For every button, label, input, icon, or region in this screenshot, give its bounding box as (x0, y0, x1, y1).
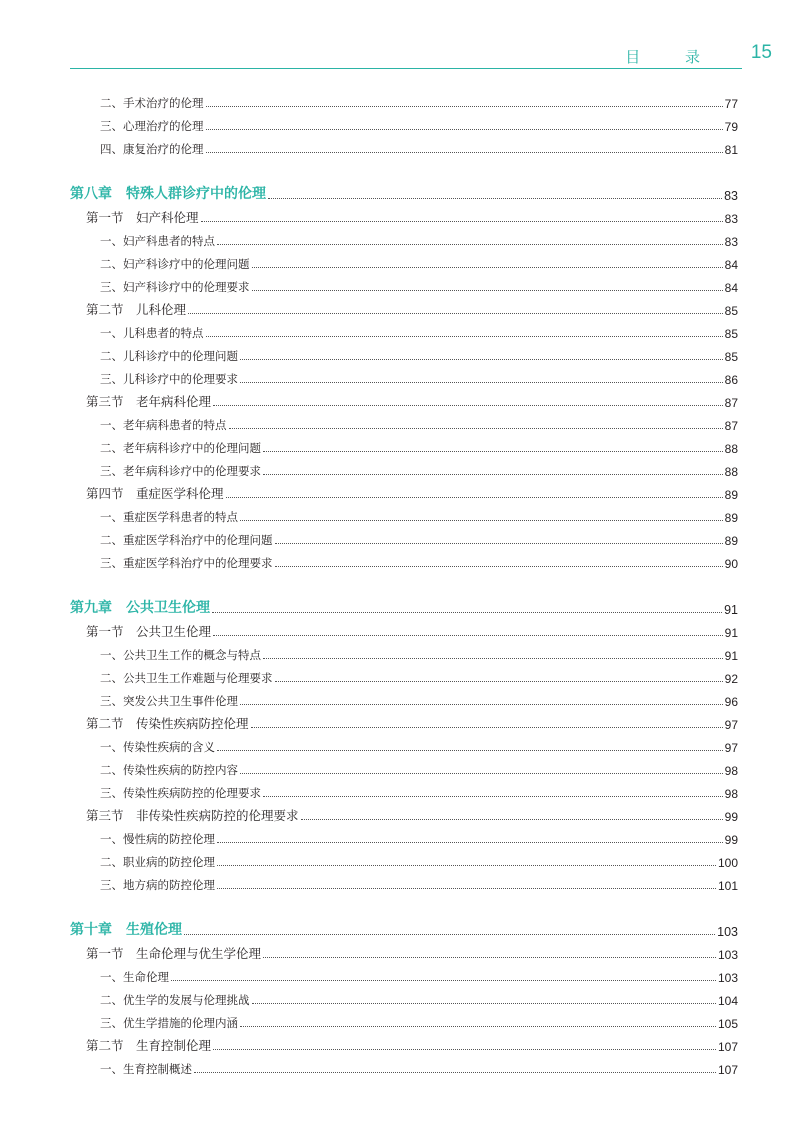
dot-leader (188, 312, 723, 314)
toc-item-title: 一、老年病科患者的特点 (100, 418, 227, 432)
toc-section-row[interactable] (70, 295, 738, 318)
toc-section-title: 第三节 非传染性疾病防控的伦理要求 (86, 808, 299, 823)
toc-item-row[interactable] (70, 1054, 738, 1077)
toc-item-title: 三、优生学措施的伦理内涵 (100, 1016, 238, 1030)
dot-leader (252, 266, 723, 268)
toc-page-number: 86 (724, 373, 738, 387)
toc-page-number: 89 (724, 511, 738, 525)
toc-item-title: 三、老年病科诊疗中的伦理要求 (100, 464, 261, 478)
toc-item-title: 三、传染性疾病防控的伦理要求 (100, 786, 261, 800)
toc-section-row[interactable] (70, 801, 738, 824)
toc-chapter-row[interactable] (70, 589, 738, 617)
toc-item-row[interactable] (70, 962, 738, 985)
toc-item-row[interactable] (70, 732, 738, 755)
toc-item-title: 一、传染性疾病的含义 (100, 740, 215, 754)
toc-item-row[interactable] (70, 410, 738, 433)
toc-section-row[interactable] (70, 939, 738, 962)
toc-page-number: 84 (724, 281, 738, 295)
toc-item-title: 二、儿科诊疗中的伦理问题 (100, 349, 238, 363)
toc-page-number: 84 (724, 258, 738, 272)
toc-page-number: 98 (724, 787, 738, 801)
toc-item-row[interactable] (70, 1008, 738, 1031)
toc-page-number: 79 (724, 120, 738, 134)
toc-item-row[interactable] (70, 341, 738, 364)
toc-page-number: 92 (724, 672, 738, 686)
dot-leader (184, 933, 715, 935)
dot-leader (217, 841, 723, 843)
toc-page-number: 100 (717, 856, 738, 870)
toc-page-number: 89 (724, 534, 738, 548)
toc-section-row[interactable] (70, 387, 738, 410)
toc-page-number: 87 (724, 419, 738, 433)
toc-item-title: 三、重症医学科治疗中的伦理要求 (100, 556, 273, 570)
toc-page-number: 81 (724, 143, 738, 157)
dot-leader (213, 1048, 716, 1050)
dot-leader (263, 450, 723, 452)
toc-item-title: 四、康复治疗的伦理 (100, 142, 204, 156)
toc-section-title: 第一节 公共卫生伦理 (86, 624, 212, 639)
toc-page-number: 91 (724, 626, 738, 640)
dot-leader (217, 864, 716, 866)
toc-page-number: 87 (724, 396, 738, 410)
dot-leader (275, 565, 723, 567)
toc-item-row[interactable] (70, 249, 738, 272)
toc-item-title: 二、优生学的发展与伦理挑战 (100, 993, 250, 1007)
toc-page-number: 89 (724, 488, 738, 502)
toc-page-number: 99 (724, 833, 738, 847)
dot-leader (240, 703, 723, 705)
dot-leader (263, 473, 723, 475)
dot-leader (206, 105, 723, 107)
toc-section-row[interactable] (70, 617, 738, 640)
toc-page-number: 90 (724, 557, 738, 571)
toc-section-title: 第四节 重症医学科伦理 (86, 486, 224, 501)
toc-page-number: 97 (724, 741, 738, 755)
toc-chapter-title: 第八章 特殊人群诊疗中的伦理 (70, 186, 266, 202)
header-title: 目 录 (625, 48, 720, 66)
dot-leader (301, 818, 723, 820)
dot-leader (263, 956, 716, 958)
dot-leader (226, 496, 723, 498)
toc-item-title: 二、妇产科诊疗中的伦理问题 (100, 257, 250, 271)
toc-chapter-title: 第十章 生殖伦理 (70, 922, 182, 938)
page-header (70, 44, 772, 70)
toc-item-title: 三、心理治疗的伦理 (100, 119, 204, 133)
toc-page-number: 101 (717, 879, 738, 893)
toc-section-row[interactable] (70, 1031, 738, 1054)
dot-leader (252, 1002, 716, 1004)
toc-page-number: 103 (717, 948, 738, 962)
toc-page-number: 88 (724, 442, 738, 456)
toc-page-number: 97 (724, 718, 738, 732)
toc-section-title: 第一节 妇产科伦理 (86, 210, 199, 225)
toc-chapter-title: 第九章 公共卫生伦理 (70, 600, 210, 616)
dot-leader (263, 795, 723, 797)
toc-item-row[interactable] (70, 134, 738, 157)
toc-page-number: 103 (717, 925, 738, 939)
toc-item-title: 二、职业病的防控伦理 (100, 855, 215, 869)
toc-section-title: 第二节 传染性疾病防控伦理 (86, 716, 249, 731)
toc-item-row[interactable] (70, 548, 738, 571)
toc-item-row[interactable] (70, 755, 738, 778)
toc-item-title: 一、生命伦理 (100, 970, 169, 984)
toc-page-number: 83 (724, 235, 738, 249)
toc-section-title: 第一节 生命伦理与优生学伦理 (86, 946, 262, 961)
toc-page-number: 91 (724, 649, 738, 663)
toc-section-row[interactable] (70, 479, 738, 502)
toc-item-title: 一、生育控制概述 (100, 1062, 192, 1076)
toc-page-number: 83 (724, 189, 738, 203)
toc-item-row[interactable] (70, 433, 738, 456)
toc-chapter-row[interactable] (70, 911, 738, 939)
dot-leader (252, 289, 723, 291)
toc-item-title: 一、公共卫生工作的概念与特点 (100, 648, 261, 662)
dot-leader (201, 220, 723, 222)
header-divider (70, 68, 742, 69)
header-page-number: 15 (750, 42, 772, 63)
toc-page-number: 107 (717, 1040, 738, 1054)
dot-leader (217, 749, 723, 751)
dot-leader (206, 151, 723, 153)
dot-leader (263, 657, 723, 659)
dot-leader (275, 680, 723, 682)
toc-item-title: 三、儿科诊疗中的伦理要求 (100, 372, 238, 386)
toc-item-row[interactable] (70, 111, 738, 134)
toc-page-number: 98 (724, 764, 738, 778)
toc-item-title: 二、公共卫生工作难题与伦理要求 (100, 671, 273, 685)
dot-leader (217, 243, 723, 245)
dot-leader (240, 381, 723, 383)
table-of-contents (70, 88, 738, 1077)
toc-item-row[interactable] (70, 502, 738, 525)
toc-item-title: 二、重症医学科治疗中的伦理问题 (100, 533, 273, 547)
dot-leader (194, 1071, 716, 1073)
toc-item-row[interactable] (70, 847, 738, 870)
toc-item-title: 一、妇产科患者的特点 (100, 234, 215, 248)
toc-section-title: 第二节 儿科伦理 (86, 302, 187, 317)
toc-section-title: 第二节 生育控制伦理 (86, 1038, 212, 1053)
toc-item-row[interactable] (70, 456, 738, 479)
toc-page-number: 85 (724, 350, 738, 364)
toc-page-number: 105 (717, 1017, 738, 1031)
toc-item-title: 二、老年病科诊疗中的伦理问题 (100, 441, 261, 455)
toc-item-title: 二、手术治疗的伦理 (100, 96, 204, 110)
toc-item-row[interactable] (70, 824, 738, 847)
toc-page-number: 83 (724, 212, 738, 226)
dot-leader (217, 887, 716, 889)
dot-leader (251, 726, 723, 728)
toc-page-number: 85 (724, 304, 738, 318)
dot-leader (268, 197, 722, 199)
toc-item-row[interactable] (70, 318, 738, 341)
toc-item-row[interactable] (70, 985, 738, 1008)
dot-leader (275, 542, 723, 544)
dot-leader (206, 128, 723, 130)
toc-page-number: 85 (724, 327, 738, 341)
toc-item-title: 三、突发公共卫生事件伦理 (100, 694, 238, 708)
dot-leader (240, 519, 723, 521)
toc-chapter-row[interactable] (70, 175, 738, 203)
toc-page-number: 99 (724, 810, 738, 824)
dot-leader (240, 1025, 716, 1027)
toc-page-number: 96 (724, 695, 738, 709)
dot-leader (240, 358, 723, 360)
toc-section-row[interactable] (70, 709, 738, 732)
toc-item-row[interactable] (70, 778, 738, 801)
toc-item-title: 二、传染性疾病的防控内容 (100, 763, 238, 777)
toc-section-row[interactable] (70, 203, 738, 226)
dot-leader (213, 404, 723, 406)
toc-item-row[interactable] (70, 686, 738, 709)
toc-item-row[interactable] (70, 525, 738, 548)
toc-page-number: 88 (724, 465, 738, 479)
toc-item-row[interactable] (70, 640, 738, 663)
toc-item-row[interactable] (70, 663, 738, 686)
toc-item-row[interactable] (70, 88, 738, 111)
toc-page-number: 103 (717, 971, 738, 985)
toc-page-number: 107 (717, 1063, 738, 1077)
dot-leader (206, 335, 723, 337)
dot-leader (229, 427, 723, 429)
toc-item-title: 一、重症医学科患者的特点 (100, 510, 238, 524)
dot-leader (213, 634, 723, 636)
toc-item-row[interactable] (70, 364, 738, 387)
dot-leader (171, 979, 716, 981)
toc-item-row[interactable] (70, 226, 738, 249)
dot-leader (240, 772, 723, 774)
toc-item-title: 三、妇产科诊疗中的伦理要求 (100, 280, 250, 294)
toc-page-number: 91 (724, 603, 738, 617)
toc-page-number: 77 (724, 97, 738, 111)
toc-section-title: 第三节 老年病科伦理 (86, 394, 212, 409)
toc-item-title: 三、地方病的防控伦理 (100, 878, 215, 892)
toc-page-number: 104 (717, 994, 738, 1008)
toc-item-row[interactable] (70, 870, 738, 893)
toc-item-title: 一、儿科患者的特点 (100, 326, 204, 340)
toc-item-row[interactable] (70, 272, 738, 295)
dot-leader (212, 611, 722, 613)
toc-item-title: 一、慢性病的防控伦理 (100, 832, 215, 846)
